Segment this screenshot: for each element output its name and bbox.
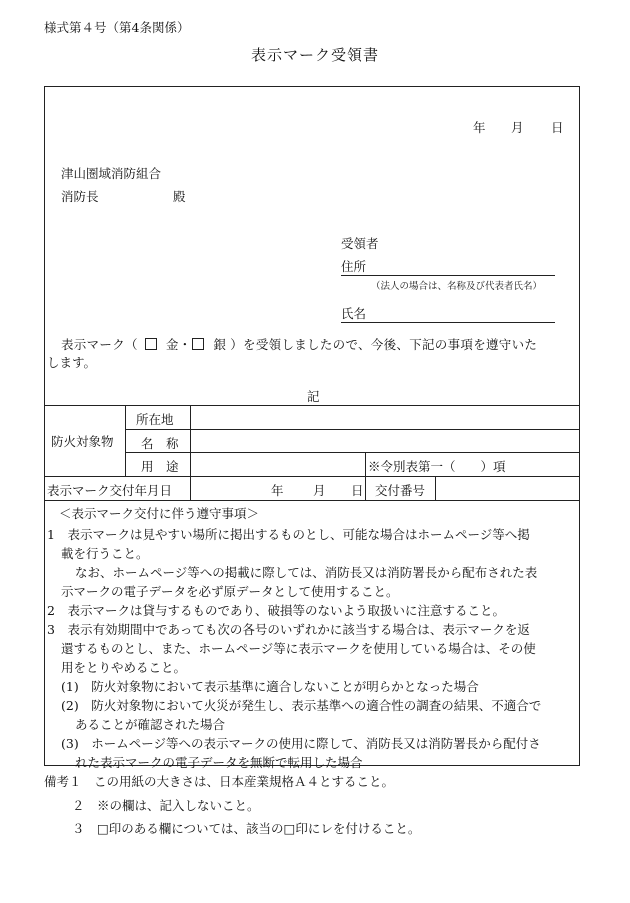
- issue-date-day: 日: [351, 483, 364, 498]
- name-label: 氏名: [341, 306, 367, 321]
- note-line: 用をとりやめること。: [61, 660, 187, 675]
- note-line: (1) 防火対象物において表示基準に適合しないことが明らかとなった場合: [61, 679, 479, 694]
- issue-number-field[interactable]: [436, 476, 577, 500]
- note-line: (2) 防火対象物において火災が発生し、表示基準への適合性の調査の結果、不適合で: [61, 698, 542, 713]
- statement-line1: 表示マーク（ 金・ 銀 ）を受領しましたので、今後、下記の事項を遵守いた: [61, 337, 538, 352]
- remark-line: ２ ※の欄は、記入しないこと。: [72, 798, 260, 813]
- corp-note: （法人の場合は、名称及び代表者氏名）: [371, 281, 543, 292]
- use-label: 用 途: [141, 459, 179, 474]
- note-line: 3 表示有効期間中であっても次の各号のいずれかに該当する場合は、表示マークを返: [47, 622, 530, 637]
- recipient-label: 受領者: [341, 236, 379, 251]
- issue-date-label: 表示マーク交付年月日: [47, 483, 173, 498]
- remark-line: 備考１ この用紙の大きさは、日本産業規格Ａ４とすること。: [44, 774, 395, 789]
- building-name-label: 名 称: [141, 436, 179, 451]
- rule: [190, 476, 191, 500]
- building-label: 防火対象物: [51, 434, 114, 449]
- location-field[interactable]: [191, 405, 577, 429]
- remark-line: ３ □印のある欄については、該当の□印にレを付けること。: [72, 821, 421, 836]
- location-label: 所在地: [136, 412, 174, 427]
- gold-checkbox[interactable]: [145, 338, 157, 350]
- appendix-label: ※令別表第一（ ）項: [368, 459, 506, 474]
- date-month: 月: [511, 120, 524, 135]
- rule: [365, 452, 366, 476]
- issue-date-month: 月: [313, 483, 326, 498]
- note-line: 2 表示マークは貸与するものであり、破損等のないよう取扱いに注意すること。: [47, 603, 505, 618]
- note-line: なお、ホームページ等への掲載に際しては、消防長又は消防署長から配布された表: [75, 565, 538, 580]
- rule: [365, 476, 366, 500]
- date-year: 年: [473, 120, 486, 135]
- note-line: 載を行うこと。: [61, 546, 149, 561]
- rule: [45, 500, 579, 501]
- notes-heading: ＜表示マーク交付に伴う遵守事項＞: [59, 506, 260, 521]
- addressee-honorific: 殿: [173, 189, 186, 204]
- building-name-field[interactable]: [191, 429, 577, 452]
- name-field[interactable]: [341, 304, 555, 323]
- issue-number-label: 交付番号: [375, 483, 426, 498]
- date-day: 日: [551, 120, 564, 135]
- issue-date-year: 年: [271, 483, 284, 498]
- silver-checkbox[interactable]: [192, 338, 204, 350]
- form-number: 様式第４号（第4条関係）: [44, 20, 190, 35]
- note-line: あることが確認された場合: [75, 717, 226, 732]
- document-title: 表示マーク受領書: [250, 46, 379, 64]
- addressee-org: 津山圏域消防組合: [61, 166, 162, 181]
- statement-line2: します。: [47, 355, 97, 370]
- note-line: 還するものとし、また、ホームページ等に表示マークを使用している場合は、その使: [61, 641, 536, 656]
- form-box: [44, 86, 580, 770]
- note-line: れた表示マークの電子データを無断で転用した場合: [75, 755, 363, 770]
- note-line: (3) ホームページ等への表示マークの使用に際して、消防長又は消防署長から配付さ: [61, 736, 541, 751]
- address-label: 住所: [341, 259, 367, 274]
- use-field[interactable]: [191, 452, 365, 476]
- rule: [125, 405, 126, 476]
- ki-mark: 記: [307, 389, 320, 404]
- address-field[interactable]: [341, 257, 555, 276]
- note-line: 1 表示マークは見やすい場所に掲出するものとし、可能な場合はホームページ等へ掲: [47, 527, 530, 542]
- note-line: 示マークの電子データを必ず原データとして使用すること。: [61, 584, 399, 599]
- addressee-chief: 消防長: [61, 189, 99, 204]
